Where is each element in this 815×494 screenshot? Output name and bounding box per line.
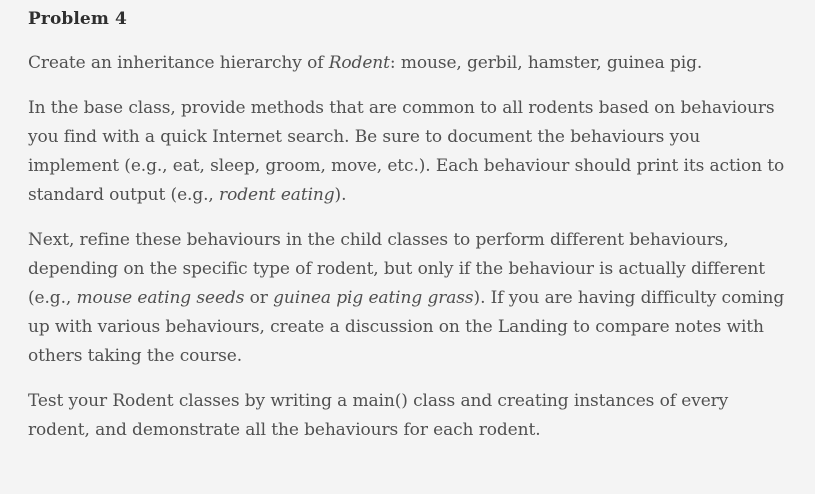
child-class-instruction <box>28 226 793 371</box>
rodent-term: Rodent <box>328 53 390 73</box>
child-class-text-end: ). If you are having difficulty coming up with various behaviours, create a discussion on the Landing to compare notes with others taking the course. <box>28 288 785 366</box>
rodent-eating-example: rodent eating <box>219 185 335 205</box>
base-class-text-end: ). <box>334 185 347 205</box>
child-class-text-start: Next, refine these behaviours in the child classes to perform different behaviours, depending on the specific type of rodent, but only if the behaviour is actually different (e.g., <box>28 230 766 308</box>
test-instruction: Test your Rodent classes by writing a main() class and creating instances of every rodent, and demonstrate all the behaviours for each rodent. <box>28 391 729 440</box>
hierarchy-instruction <box>28 49 793 78</box>
guinea-pig-example: guinea pig eating grass <box>273 288 474 308</box>
hierarchy-text-start: Create an inheritance hierarchy of <box>28 53 329 73</box>
base-class-text-start: In the base class, provide methods that are common to all rodents based on behaviours you find with a quick Internet search. Be sure to document the behaviours you implement (e.g., eat, sleep, groom, move, etc.). Each behaviour should print its action to standard output (e.g., <box>28 98 785 205</box>
hierarchy-text-end: : mouse, gerbil, hamster, guinea pig. <box>389 53 703 73</box>
base-class-instruction <box>28 94 793 210</box>
problem-title: Problem 4 <box>28 9 127 29</box>
child-class-text-mid: or <box>244 288 274 308</box>
mouse-example: mouse eating seeds <box>76 288 245 308</box>
